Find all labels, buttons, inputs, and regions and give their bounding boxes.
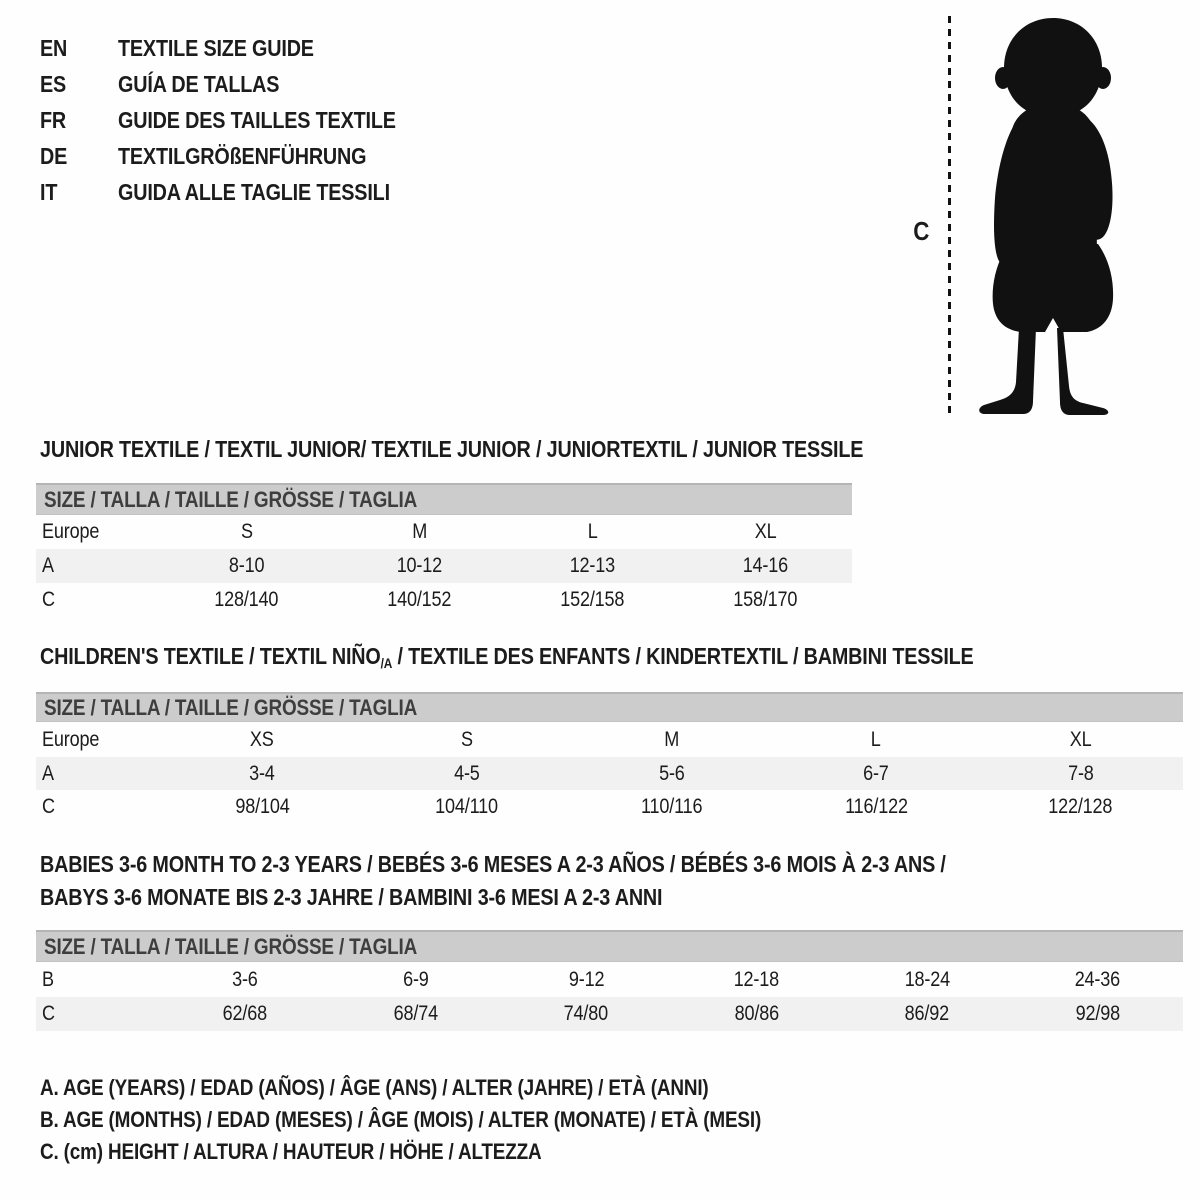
table-row-age-months bbox=[36, 962, 1183, 997]
title-subscript: /A bbox=[380, 655, 393, 671]
table-cell: 24-36 bbox=[1075, 967, 1121, 991]
size-header-bar: SIZE / TALLA / TAILLE / GRÖSSE / TAGLIA bbox=[36, 483, 852, 515]
table-cell: 8-10 bbox=[228, 554, 265, 577]
row-label: C bbox=[42, 794, 55, 818]
table-cell: 12-13 bbox=[569, 554, 616, 577]
row-label: C bbox=[42, 1002, 55, 1025]
table-cell: 6-9 bbox=[402, 967, 429, 991]
language-label: GUIDE DES TAILLES TEXTILE bbox=[118, 106, 396, 133]
language-code: IT bbox=[40, 178, 58, 205]
baby-silhouette-icon bbox=[966, 16, 1138, 416]
children-size-table bbox=[36, 692, 1183, 823]
table-cell: 62/68 bbox=[223, 1002, 268, 1025]
table-cell: 3-4 bbox=[249, 761, 276, 785]
legend-line-a: A. AGE (YEARS) / EDAD (AÑOS) / ÂGE (ANS) / ALTER (JAHRE) / ETÀ (ANNI) bbox=[40, 1075, 709, 1100]
table-cell: 6-7 bbox=[863, 761, 889, 785]
language-list bbox=[40, 30, 441, 210]
table-row-height bbox=[36, 997, 1183, 1031]
table-cell: 92/98 bbox=[1075, 1002, 1120, 1025]
table-cell: 14-16 bbox=[742, 554, 789, 577]
table-cell: 10-12 bbox=[396, 554, 443, 577]
height-measure-dashed-line bbox=[948, 16, 951, 418]
table-cell: 12-18 bbox=[734, 967, 780, 991]
section-title-babies: BABIES 3-6 MONTH TO 2-3 YEARS / BEBÉS 3-6 MESES A 2-3 AÑOS / BÉBÉS 3-6 MOIS À 2-3 ANS / BABYS 3-6 MONATE BIS 2-3 JAHRE / BAMBINI 3-6 MESI A 2-3 ANNI bbox=[40, 851, 946, 910]
table-cell: 5-6 bbox=[658, 761, 685, 785]
table-row-age bbox=[36, 549, 852, 583]
table-cell: 9-12 bbox=[568, 967, 604, 991]
table-cell: 98/104 bbox=[235, 794, 290, 818]
row-label: Europe bbox=[42, 520, 100, 543]
table-cell: 86/92 bbox=[905, 1002, 950, 1025]
row-label: C bbox=[42, 588, 55, 611]
table-row-height bbox=[36, 790, 1183, 823]
height-measure-label: C bbox=[913, 216, 930, 246]
table-cell: L bbox=[871, 727, 882, 751]
table-cell: 3-6 bbox=[232, 967, 259, 991]
table-cell: 74/80 bbox=[564, 1002, 609, 1025]
language-row-de bbox=[40, 138, 441, 174]
row-label: A bbox=[42, 761, 54, 785]
table-cell: 110/116 bbox=[640, 794, 703, 818]
table-cell: XL bbox=[1069, 727, 1092, 751]
table-row-age bbox=[36, 757, 1183, 790]
measure-legend bbox=[40, 1072, 878, 1168]
table-cell: 152/158 bbox=[560, 588, 625, 611]
table-cell: 122/128 bbox=[1048, 794, 1113, 818]
size-header-bar: SIZE / TALLA / TAILLE / GRÖSSE / TAGLIA bbox=[36, 692, 1183, 722]
table-row-europe bbox=[36, 722, 1183, 757]
table-cell: 158/170 bbox=[733, 588, 798, 611]
table-row-height bbox=[36, 583, 852, 617]
table-row-europe bbox=[36, 515, 852, 549]
table-cell: S bbox=[460, 727, 473, 751]
language-code: DE bbox=[40, 142, 68, 169]
table-cell: M bbox=[412, 520, 427, 543]
legend-line-b: B. AGE (MONTHS) / EDAD (MESES) / ÂGE (MOIS) / ALTER (MONATE) / ETÀ (MESI) bbox=[40, 1107, 762, 1132]
language-row-en bbox=[40, 30, 441, 66]
section-title-children: CHILDREN'S TEXTILE / TEXTIL $NIÑO_{/A}$ / TEXTILE DES ENFANTS / KINDERTEXTIL / BAMBINI TESSILE bbox=[40, 643, 974, 671]
language-label: GUÍA DE TALLAS bbox=[118, 70, 280, 97]
table-cell: S bbox=[240, 520, 253, 543]
language-label: TEXTILGRÖßENFÜHRUNG bbox=[118, 142, 367, 169]
language-code: FR bbox=[40, 106, 67, 133]
table-cell: 7-8 bbox=[1067, 761, 1094, 785]
babies-size-table bbox=[36, 930, 1183, 1031]
table-cell: 4-5 bbox=[454, 761, 480, 785]
table-cell: XL bbox=[754, 520, 777, 543]
language-row-es bbox=[40, 66, 441, 102]
language-row-it bbox=[40, 174, 441, 210]
language-code: EN bbox=[40, 34, 68, 61]
table-cell: L bbox=[587, 520, 598, 543]
table-cell: XS bbox=[250, 727, 275, 751]
row-label: A bbox=[42, 554, 54, 577]
table-cell: 80/86 bbox=[734, 1002, 779, 1025]
table-cell: 68/74 bbox=[393, 1002, 438, 1025]
junior-size-table bbox=[36, 483, 852, 617]
table-cell: 104/110 bbox=[435, 794, 499, 818]
table-cell: 116/122 bbox=[844, 794, 908, 818]
language-label: TEXTILE SIZE GUIDE bbox=[118, 34, 314, 61]
table-cell: 18-24 bbox=[904, 967, 950, 991]
language-row-fr bbox=[40, 102, 441, 138]
table-cell: 140/152 bbox=[387, 588, 452, 611]
row-label: B bbox=[42, 967, 54, 991]
table-cell: 128/140 bbox=[214, 588, 279, 611]
language-code: ES bbox=[40, 70, 67, 97]
legend-line-c: C. (cm) HEIGHT / ALTURA / HAUTEUR / HÖHE / ALTEZZA bbox=[40, 1139, 542, 1164]
section-title-junior: JUNIOR TEXTILE / TEXTIL JUNIOR/ TEXTILE JUNIOR / JUNIORTEXTIL / JUNIOR TESSILE bbox=[40, 436, 864, 462]
table-cell: M bbox=[664, 727, 679, 751]
size-header-bar: SIZE / TALLA / TAILLE / GRÖSSE / TAGLIA bbox=[36, 930, 1183, 962]
row-label: Europe bbox=[42, 727, 100, 751]
language-label: GUIDA ALLE TAGLIE TESSILI bbox=[118, 178, 390, 205]
